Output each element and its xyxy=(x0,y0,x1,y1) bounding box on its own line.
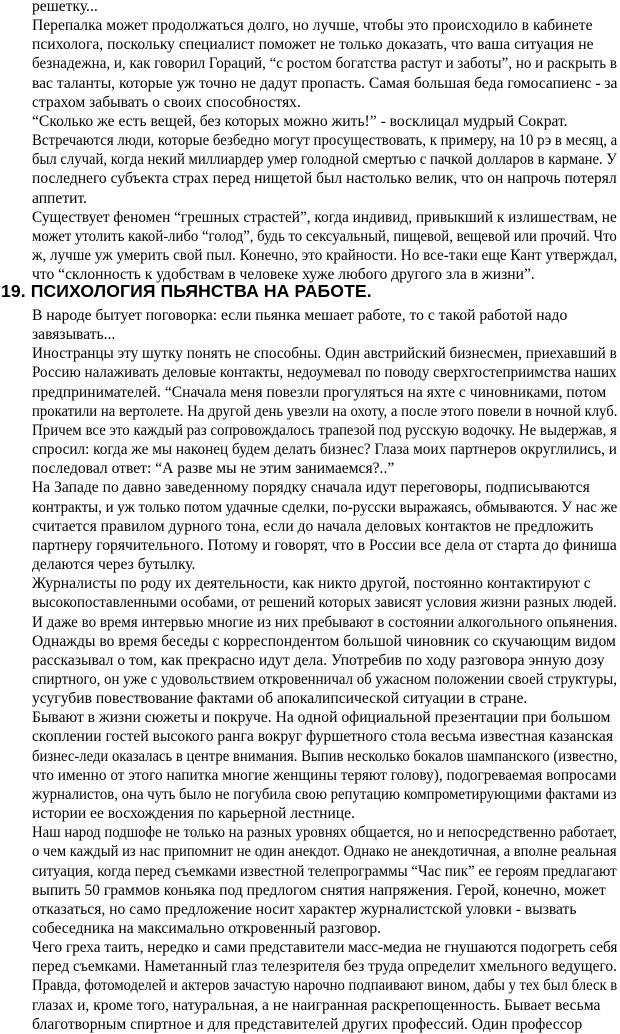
section-heading: 19. ПСИХОЛОГИЯ ПЬЯНСТВА НА РАБОТЕ. xyxy=(1,281,372,301)
text-line: партнеру горячительного. Потому и говорят, что в России все дела от старта до финиша xyxy=(32,536,617,554)
intro-text-block xyxy=(32,0,618,284)
text-line: Наш народ подшофе не только на разных уровнях общается, но и непосредственно работает, xyxy=(32,824,617,842)
text-line: психолога, поскольку специалист поможет не только доказать, что ваша ситуация не xyxy=(32,36,594,54)
text-line: что “склонность к удобствам в человеке хуже любого другого зла в жизни”. xyxy=(32,266,535,284)
text-line: вас таланты, которые уж точно не дадут пропасть. Самая большая беда гомосапиенс - за xyxy=(32,74,618,92)
text-line: прокатили на вертолете. На другой день увезли на охоту, а после этого повели в ночной клуб. xyxy=(32,402,618,420)
text-line: Чего греха таить, нередко и сами представители масс-медиа не гнушаются подогреть себя xyxy=(32,939,618,957)
text-line: На Западе по давно заведенному порядку сначала идут переговоры, подписываются xyxy=(32,479,590,497)
text-line: решетку... xyxy=(32,0,98,15)
text-line: журналистов, она чуть было не погубила свою репутацию компрометирующими фактами из xyxy=(32,785,617,803)
text-line: спросил: когда же мы наконец будем делать бизнес? Глаза моих партнеров округлились, и xyxy=(32,441,617,459)
text-line: рассказывал о том, как прекрасно идут дела. Употребив по ходу разговора энную дозу xyxy=(32,651,605,669)
text-line: бизнес-леди оказалась в центре внимания. Выпив несколько бокалов шампанского (известно, xyxy=(32,747,618,765)
text-line: собеседника на максимально откровенный разговор. xyxy=(32,920,382,937)
text-line: высокопоставленными особами, от решений которых зависят условия жизни разных людей. xyxy=(32,594,617,612)
text-line: выпить 50 граммов коньяка под предлогом снятия напряжения. Герой, конечно, может xyxy=(32,881,606,899)
text-line: последовал ответ: “А разве мы не этим занимаемся?..” xyxy=(32,460,395,478)
text-line: предпринимателей. “Сначала меня повезли прогуляться на яхте с чиновниками, потом xyxy=(32,383,607,401)
text-line: перед съемками. Наметанный глаз телезрителя без труда определит хмельного ведущего. xyxy=(32,958,617,976)
text-line: контракты, и уж только потом удачные сделки, по-русски выражаясь, обмываются. У нас же xyxy=(32,498,618,516)
text-line: о чем каждый из нас припомнит не один анекдот. Однако не анекдотичная, а вполне реальная xyxy=(32,843,617,861)
text-line: Причем все это каждый раз сопровождалось трапезой под русскую водочку. Не выдержав, я xyxy=(32,421,617,439)
text-line: усугубив повествование фактами об апокалипсической ситуации в стране. xyxy=(32,690,528,708)
text-line: завязывать... xyxy=(32,326,116,344)
text-line: аппетит. xyxy=(32,189,88,207)
text-line: отказаться, но само предложение носит характер журналистской уловки - вызвать xyxy=(32,900,577,918)
text-line: Правда, фотомоделей и актеров зачастую нарочно подпаивают вином, дабы у тех был блеск в xyxy=(32,977,618,995)
text-line: благотворным спиртное и для представителей других профессий. Один профессор xyxy=(32,1015,583,1033)
text-line: страхом забывать о своих способностях. xyxy=(32,93,301,111)
text-line: последнего субъекта страх перед нищетой был настолько велик, что он напрочь потерял xyxy=(32,170,617,188)
text-line: Однажды во время беседы с корреспондентом большой чиновник со скучающим видом xyxy=(32,632,616,650)
text-line: И даже во время интервью многие из них пребывают в состоянии алкогольного опьянения. xyxy=(32,613,618,631)
text-line: скоплении гостей высокого ранга вокруг фуршетного стола весьма известная казанская xyxy=(32,728,614,746)
text-line: безнадежна, и, как говорил Гораций, “с ростом богатства растут и заботы”, но и раскрыть в xyxy=(32,55,617,73)
text-line: Иностранцы эту шутку понять не способны. Один австрийский бизнесмен, приехавший в xyxy=(32,345,617,363)
text-line: что именно от этого напитка многие женщины теряют голову), подогреваемая вопросами xyxy=(32,766,617,784)
text-line: Журналисты по роду их деятельности, как никто другой, постоянно контактируют с xyxy=(32,575,591,593)
text-line: Бывают в жизни сюжеты и покруче. На одной официальной презентации при большом xyxy=(32,709,611,727)
text-line: ситуация, когда перед съемками известной телепрограммы “Час пик” ее героям предлагают xyxy=(32,862,617,880)
text-line: глазах и, кроме того, натуральная, а не наигранная раскрепощенность. Бывает весьма xyxy=(32,996,601,1014)
text-line: Перепалка может продолжаться долго, но лучше, чтобы это происходило в кабинете xyxy=(32,17,593,35)
text-line: спиртного, он уже с удовольствием откровенничал об ужасном положении своей структуры, xyxy=(32,670,617,688)
text-line: был случай, когда некий миллиардер умер голодной смертью с пачкой долларов в кармане. У xyxy=(32,151,617,169)
section-text-block xyxy=(32,306,618,1034)
text-line: Россию налаживать деловые контакты, недоумевал по поводу сверхгостеприимства наших xyxy=(32,364,617,382)
text-line: ж, лучше уж умерить свой пыл. Конечно, это крайности. Но все-таки еще Кант утверждал, xyxy=(32,247,618,265)
text-line: считается правилом дурного тона, если до начала деловых контактов не предложить xyxy=(32,517,594,535)
text-line: может утолить какой-либо “голод”, будь то сексуальный, пищевой, вещевой или прочий. Что xyxy=(32,227,617,245)
text-line: Встречаются люди, которые безбедно могут просуществовать, к примеру, на 10 рэ в месяц, а xyxy=(32,132,618,150)
text-line: В народе бытует поговорка: если пьянка мешает работе, то с такой работой надо xyxy=(32,307,568,324)
text-line: “Сколько же есть вещей, без которых можно жить!” - восклицал мудрый Сократ. xyxy=(32,112,568,130)
text-line: Существует феномен “грешных страстей”, когда индивид, привыкший к излишествам, не xyxy=(32,208,617,226)
text-line: делаются через бутылку. xyxy=(32,556,196,574)
text-line: истории ее восхождения по карьерной лестнице. xyxy=(32,805,355,823)
